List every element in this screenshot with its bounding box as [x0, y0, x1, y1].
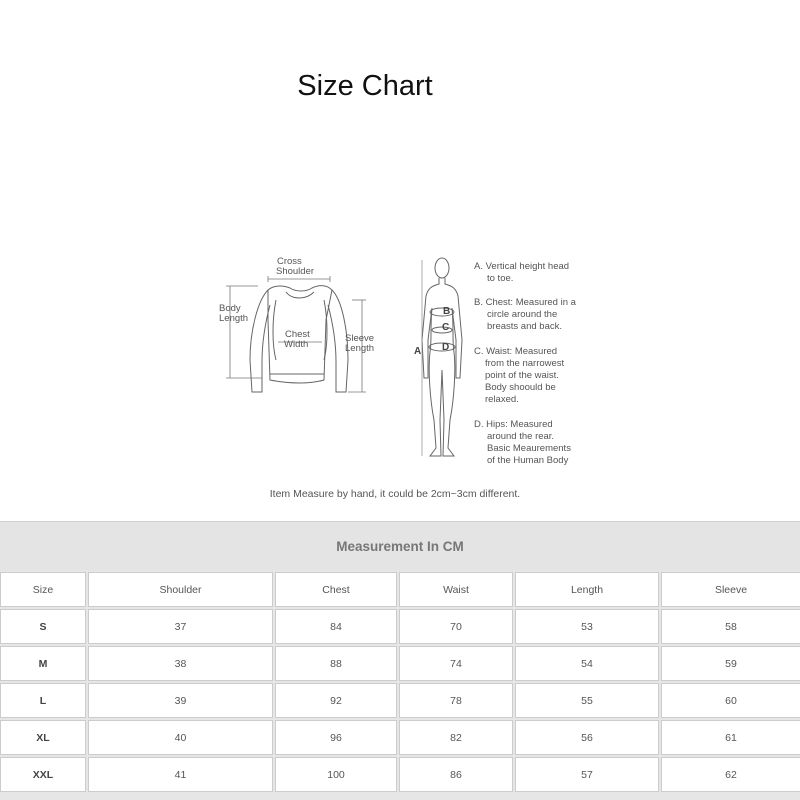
size-cell: S: [0, 609, 86, 644]
svg-text:Shoulder: Shoulder: [276, 266, 315, 277]
page-title: Size Chart: [297, 70, 433, 102]
svg-text:Body shoould be: Body shoould be: [485, 382, 556, 393]
svg-text:Cross: Cross: [277, 256, 302, 267]
svg-text:Length: Length: [219, 313, 249, 324]
sleeve-cell: 62: [661, 757, 800, 792]
header-waist: Waist: [399, 572, 513, 607]
svg-text:around the rear.: around the rear.: [487, 431, 555, 442]
shoulder-cell: 39: [88, 683, 273, 718]
table-row: [0, 720, 800, 755]
size-cell: L: [0, 683, 86, 718]
measure-note: Item Measure by hand, it could be 2cm~3cm different.: [269, 488, 521, 500]
svg-text:C: C: [442, 322, 450, 333]
chest-cell: 96: [275, 720, 397, 755]
svg-text:point of the waist.: point of the waist.: [485, 370, 559, 381]
sleeve-cell: 59: [661, 646, 800, 681]
header-size: Size: [0, 572, 86, 607]
table-row: [0, 646, 800, 681]
size-cell: M: [0, 646, 86, 681]
size-table-section: [0, 521, 800, 800]
size-cell: XXL: [0, 757, 86, 792]
svg-text:of the Human Body: of the Human Body: [487, 455, 569, 466]
svg-text:from the narrowest: from the narrowest: [485, 358, 565, 369]
waist-cell: 70: [399, 609, 513, 644]
svg-text:A. Vertical height head: A. Vertical height head: [474, 261, 570, 272]
chest-cell: 88: [275, 646, 397, 681]
shoulder-cell: 40: [88, 720, 273, 755]
measurement-legend: [474, 261, 577, 466]
svg-text:breasts and back.: breasts and back.: [487, 321, 562, 332]
sleeve-cell: 58: [661, 609, 800, 644]
svg-text:relaxed.: relaxed.: [485, 394, 519, 405]
garment-labels: [219, 256, 374, 354]
waist-cell: 78: [399, 683, 513, 718]
chest-cell: 100: [275, 757, 397, 792]
table-row: [0, 683, 800, 718]
svg-text:Length: Length: [345, 343, 375, 354]
header-shoulder: Shoulder: [88, 572, 273, 607]
sleeve-cell: 61: [661, 720, 800, 755]
svg-text:B: B: [443, 306, 451, 317]
svg-text:A: A: [414, 346, 422, 357]
table-caption: Measurement In CM: [0, 521, 800, 570]
svg-text:Body: Body: [219, 303, 241, 314]
svg-text:D: D: [442, 342, 450, 353]
length-cell: 57: [515, 757, 659, 792]
waist-cell: 86: [399, 757, 513, 792]
svg-text:Chest: Chest: [285, 329, 310, 340]
size-cell: XL: [0, 720, 86, 755]
waist-cell: 74: [399, 646, 513, 681]
chest-cell: 92: [275, 683, 397, 718]
svg-text:Basic Meaurements: Basic Meaurements: [487, 443, 571, 454]
svg-text:Width: Width: [284, 339, 309, 350]
length-cell: 54: [515, 646, 659, 681]
svg-text:to toe.: to toe.: [487, 273, 514, 284]
body-illustration: [422, 258, 462, 456]
size-table: [0, 570, 800, 794]
chest-cell: 84: [275, 609, 397, 644]
svg-text:Sleeve: Sleeve: [345, 333, 375, 344]
length-cell: 55: [515, 683, 659, 718]
shoulder-cell: 41: [88, 757, 273, 792]
svg-text:C. Waist: Measured: C. Waist: Measured: [474, 346, 558, 357]
shoulder-cell: 37: [88, 609, 273, 644]
sleeve-cell: 60: [661, 683, 800, 718]
svg-text:B. Chest: Measured in a: B. Chest: Measured in a: [474, 297, 576, 308]
header-chest: Chest: [275, 572, 397, 607]
header-length: Length: [515, 572, 659, 607]
svg-text:circle around the: circle around the: [487, 309, 558, 320]
length-cell: 53: [515, 609, 659, 644]
table-header-row: [0, 572, 800, 607]
table-row: [0, 609, 800, 644]
header-sleeve: Sleeve: [661, 572, 800, 607]
svg-text:D. Hips: Measured: D. Hips: Measured: [474, 419, 553, 430]
shoulder-cell: 38: [88, 646, 273, 681]
length-cell: 56: [515, 720, 659, 755]
table-row: [0, 757, 800, 792]
waist-cell: 82: [399, 720, 513, 755]
